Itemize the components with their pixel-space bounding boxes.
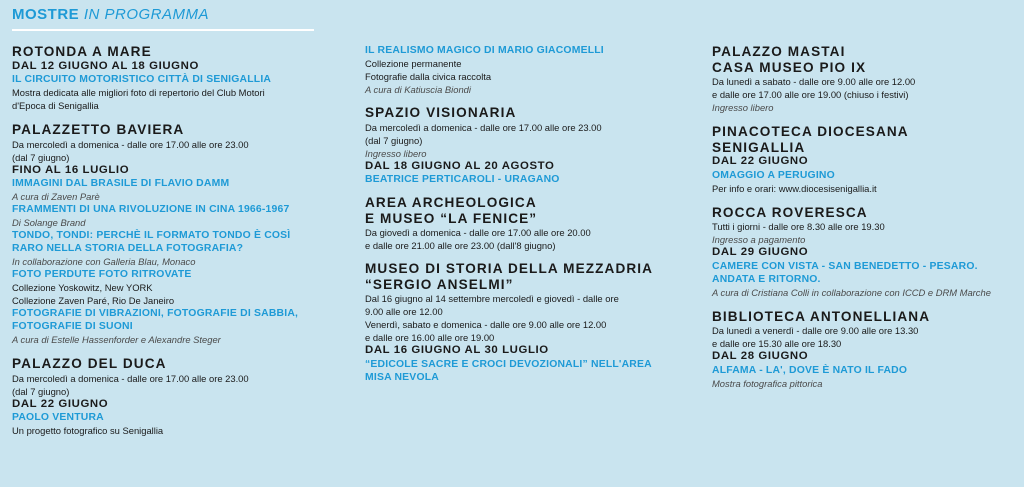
spacer [712, 299, 1017, 309]
header-italic: IN PROGRAMMA [83, 6, 210, 23]
date-line: FINO AL 16 LUGLIO [12, 163, 130, 176]
exhibition-title: BEATRICE PERTICAROLI - URAGANO [365, 174, 560, 185]
note-text: A cura di Katiuscia Biondi [365, 84, 471, 95]
note-text: Mostra fotografica pittorica [712, 377, 823, 389]
spacer [365, 186, 685, 195]
exhibition-title: IL CIRCUITO MOTORISTICO CITTÀ DI SENIGALLIA [12, 74, 272, 85]
info-text: e dalle ore 21.00 alle ore 23.00 (dall'8 giugno) [365, 240, 556, 251]
info-text: Collezione Yoskowitz, New YORK [12, 282, 153, 293]
exhibition-title: MISA NEVOLA [365, 371, 439, 383]
venue-heading: SPAZIO VISIONARIA [365, 105, 517, 120]
note-text: Ingresso a pagamento [712, 234, 806, 245]
info-text: d'Epoca di Senigallia [12, 100, 99, 111]
exhibition-title: IMMAGINI DAL BRASILE DI FLAVIO DAMM [12, 178, 230, 189]
venue-heading: PALAZZO DEL DUCA [12, 356, 167, 371]
column-middle [365, 44, 685, 384]
info-text: Per info e orari: www.diocesisenigallia.it [712, 182, 877, 194]
section-header [12, 6, 209, 23]
exhibition-title: RARO NELLA STORIA DELLA FOTOGRAFIA? [12, 243, 244, 254]
spacer [12, 112, 342, 122]
info-text: 9.00 alle ore 12.00 [365, 306, 443, 317]
info-text: Da mercoledì a domenica - dalle ore 17.00 alle ore 23.00 [12, 372, 249, 384]
info-text: Da lunedì a venerdì - dalle ore 9.00 alle ore 13.30 [712, 325, 919, 336]
info-text: Da mercoledì a domenica - dalle ore 17.00 alle ore 23.00 [12, 138, 249, 150]
exhibition-title: FOTO PERDUTE FOTO RITROVATE [12, 269, 192, 280]
venue-heading: PALAZZO MASTAI [712, 44, 846, 59]
venue-heading: SENIGALLIA [712, 139, 806, 155]
info-text: e dalle ore 16.00 alle ore 19.00 [365, 332, 495, 343]
info-text: Collezione permanente [365, 58, 462, 69]
venue-heading: ROCCA ROVERESCA [712, 204, 868, 220]
spacer [712, 195, 1017, 205]
venue-heading: PINACOTECA DIOCESANA [712, 124, 909, 139]
info-text: Mostra dedicata alle migliori foto di repertorio del Club Motori [12, 87, 265, 98]
exhibition-title: FOTOGRAFIE DI SUONI [12, 321, 133, 332]
info-text: e dalle ore 17.00 alle ore 19.00 (chiuso i festivi) [712, 89, 909, 100]
note-text: Di Solange Brand [12, 217, 86, 228]
column-right [712, 44, 1017, 390]
note-text: Ingresso libero [365, 147, 427, 159]
date-line: DAL 12 GIUGNO AL 18 GIUGNO [12, 59, 199, 72]
date-line: DAL 18 GIUGNO AL 20 AGOSTO [365, 159, 555, 172]
exhibition-title: “EDICOLE SACRE E CROCI DEVOZIONALI” NELL'AREA [365, 358, 652, 370]
venue-heading: “SERGIO ANSELMI” [365, 276, 514, 292]
date-line: DAL 16 GIUGNO AL 30 LUGLIO [365, 344, 549, 356]
venue-heading: BIBLIOTECA ANTONELLIANA [712, 308, 931, 324]
note-text: Ingresso libero [712, 102, 774, 113]
venue-heading: MUSEO DI STORIA DELLA MEZZADRIA [365, 261, 654, 276]
note-text: A cura di Cristiana Colli in collaborazione con ICCD e DRM Marche [712, 286, 991, 298]
header-bold: MOSTRE [12, 6, 80, 23]
info-text: e dalle ore 15.30 alle ore 18.30 [712, 338, 842, 349]
exhibition-title: IL REALISMO MAGICO DI MARIO GIACOMELLI [365, 45, 604, 56]
info-text: Venerdì, sabato e domenica - dalle ore 9.00 alle ore 12.00 [365, 319, 607, 330]
info-text: Tutti i giorni - dalle ore 8.30 alle ore 19.30 [712, 221, 885, 232]
info-text: Da lunedì a sabato - dalle ore 9.00 alle ore 12.00 [712, 76, 916, 87]
date-line: DAL 22 GIUGNO [712, 155, 809, 167]
spacer [365, 96, 685, 105]
info-text: Dal 16 giugno al 14 settembre mercoledì e giovedì - dalle ore [365, 293, 619, 304]
info-text: Un progetto fotografico su Senigallia [12, 425, 164, 436]
spacer [712, 114, 1017, 124]
date-line: DAL 29 GIUGNO [712, 246, 809, 258]
exhibition-title: FOTOGRAFIE DI VIBRAZIONI, FOTOGRAFIE DI SABBIA, [12, 308, 299, 319]
info-text: Fotografie dalla civica raccolta [365, 71, 492, 82]
date-line: DAL 28 GIUGNO [712, 350, 809, 362]
info-text: Collezione Zaven Paré, Rio De Janeiro [12, 295, 175, 306]
venue-heading: CASA MUSEO PIO IX [712, 59, 867, 75]
note-text: In collaborazione con Galleria Blau, Monaco [12, 256, 196, 267]
venue-heading: E MUSEO “LA FENICE” [365, 210, 538, 226]
column-left [12, 44, 342, 437]
info-text: (dal 7 giugno) [365, 134, 423, 146]
spacer [365, 252, 685, 261]
note-text: A cura di Estelle Hassenforder e Alexandre Steger [12, 334, 221, 345]
exhibition-title: ALFAMA - LA', DOVE È NATO IL FADO [712, 364, 908, 376]
exhibition-title: TONDO, TONDI: PERCHÈ IL FORMATO TONDO È COSÌ [12, 230, 291, 241]
info-text: (dal 7 giugno) [12, 385, 70, 397]
exhibition-title: OMAGGIO A PERUGINO [712, 169, 835, 181]
exhibition-title: PAOLO VENTURA [12, 412, 104, 423]
date-line: DAL 22 GIUGNO [12, 397, 109, 410]
venue-heading: ROTONDA A MARE [12, 44, 152, 59]
exhibition-title: CAMERE CON VISTA - SAN BENEDETTO - PESARO. [712, 260, 978, 272]
note-text: A cura di Zaven Parè [12, 191, 100, 202]
venue-heading: AREA ARCHEOLOGICA [365, 195, 537, 210]
exhibition-title: FRAMMENTI DI UNA RIVOLUZIONE IN CINA 1966-1967 [12, 204, 290, 215]
exhibition-title: ANDATA E RITORNO. [712, 273, 821, 285]
spacer [12, 346, 342, 356]
info-text: Da mercoledì a domenica - dalle ore 17.00 alle ore 23.00 [365, 121, 602, 133]
info-text: (dal 7 giugno) [12, 151, 70, 163]
venue-heading: PALAZZETTO BAVIERA [12, 122, 185, 137]
info-text: Da giovedì a domenica - dalle ore 17.00 alle ore 20.00 [365, 227, 591, 238]
header-divider [12, 29, 314, 31]
